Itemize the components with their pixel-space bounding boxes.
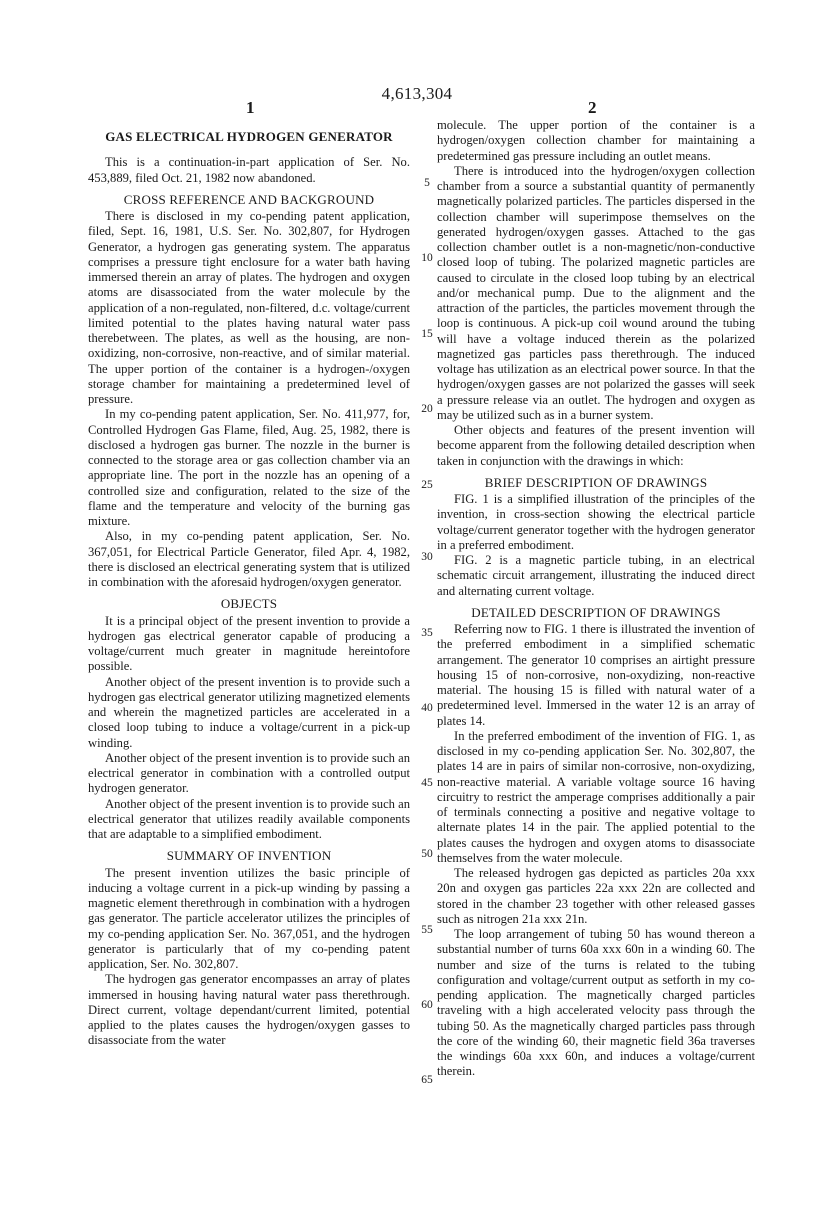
line-number: 20 (421, 403, 433, 415)
line-number: 45 (421, 777, 433, 789)
line-number: 55 (421, 924, 433, 936)
paragraph: Also, in my co-pending patent application, Ser. No. 367,051, for Electrical Particle Generator, filed Apr. 4, 1982, there is disclosed an electrical generating system that is utilized in combination with the aforesaid hydrogen/oxygen generator. (88, 529, 410, 589)
line-number: 25 (421, 479, 433, 491)
paragraph: In my co-pending patent application, Ser. No. 411,977, for, Controlled Hydrogen Gas Flame, filed, Aug. 25, 1982, there is disclosed a hydrogen gas burner. The nozzle in the burner is connected to the storage area or gas collection chamber via an appropriate line. The port in the nozzle has an opening of a controlled size and configuration, related to the size of the flame and the temperature and velocity of the burning gas mixture. (88, 407, 410, 528)
right-column (437, 118, 755, 1080)
line-number: 15 (421, 328, 433, 340)
paragraph: There is introduced into the hydrogen/oxygen collection chamber from a source a substantial quantity of permanently magnetically polarized particles. The particles dispersed in the collection chamber will superimpose themselves on the generated hydrogen/oxygen gasses. Attached to the gas collection chamber outlet is a non-magnetic/non-conductive closed loop of tubing. The polarized magnetic particles are caused to circulate in the closed loop tubing by an electrical and/or mechanical pump. Due to the alignment and the attraction of the particles, the particles movement through the loop is continuous. A pick-up coil wound around the tubing will have a voltage induced therein as the polarized magnetized gas particles pass therethrough. The induced voltage has utilization as an electrical power source. In that the hydrogen/oxygen gasses are not polarized the gasses will seek a pressure release via an outlet. The hydrogen and oxygen as may be utilized such as in a burner system. (437, 163, 755, 422)
section-heading-detailed-description: DETAILED DESCRIPTION OF DRAWINGS (471, 604, 721, 620)
line-number: 30 (421, 551, 433, 563)
line-number: 40 (421, 702, 433, 714)
paragraph: The present invention utilizes the basic principle of inducing a voltage current in a pick-up winding by passing a magnetic element therethrough in combination with a hydrogen gas generator. The particle accelerator utilizes the principles of my co-pending application Ser. No. 367,051, and the hydrogen generator is particularly that of my co-pending patent application, Ser. No. 302,807. (88, 865, 410, 971)
left-column (88, 118, 410, 1049)
column-number-right: 2 (588, 98, 597, 117)
line-number: 60 (421, 999, 433, 1011)
paragraph: This is a continuation-in-part application of Ser. No. 453,889, filed Oct. 21, 1982 now abandoned. (88, 155, 410, 185)
patent-number: 4,613,304 (381, 84, 453, 103)
paragraph: Other objects and features of the present invention will become apparent from the following detailed description when taken in conjunction with the drawings in which: (437, 423, 755, 468)
paragraph: There is disclosed in my co-pending patent application, filed, Sept. 16, 1981, U.S. Ser. No. 302,807, for Hydrogen Generator, a hydrogen gas generating system. The apparatus comprises a pressure tight enclosure for a water bath having immersed therein an array of plates. The hydrogen and oxygen atoms are disassociated from the water molecule by the application of a non-regulated, non-filtered, d.c. voltage/current limited potential to the plates having natural water pass therebetween. The plates, as well as the housing, are non-oxidizing, non-corrosive, non-reactive, and of similar material. The upper portion of the container is a hydrogen-/oxygen storage chamber for maintaining a predetermined level of pressure. (88, 209, 410, 406)
paragraph: The loop arrangement of tubing 50 has wound thereon a substantial number of turns 60a xxx 60n in a winding 60. The number and size of the turns is related to the tubing configuration and voltage/current output as setforth in my co-pending application. The magnetically charged particles traveling with a high accelerated velocity pass through the tubing 50. As the magnetically charged particles pass through the core of the winding 60, their magnetic field 36a traverses the windings 60a xxx 60n, and induces a voltage/current therein. (437, 927, 755, 1079)
paper-title: GAS ELECTRICAL HYDROGEN GENERATOR (105, 129, 393, 144)
section-heading-brief-description: BRIEF DESCRIPTION OF DRAWINGS (484, 474, 708, 490)
paragraph: In the preferred embodiment of the invention of FIG. 1, as disclosed in my co-pending application Ser. No. 302,807, the plates 14 are in pairs of similar non-corrosive, non-oxydizing, non-reactive material. A variable voltage source 16 having circuitry to restrict the amperage comprises additionally a pair of terminals connecting a positive and negative voltage to alternate plates 14 in the pair. The applied potential to the plates causes the hydrogen and oxygen atoms to disassociate themselves from the water molecule. (437, 728, 755, 865)
section-heading-cross-reference: CROSS REFERENCE AND BACKGROUND (123, 191, 375, 207)
paragraph: Another object of the present invention is to provide such a hydrogen gas electrical generator utilizing magnetized elements and wherein the magnetized particles are accelerated in a closed loop tubing to induce a voltage/current in a pick-up winding. (88, 674, 410, 750)
line-number: 65 (421, 1074, 433, 1086)
line-number: 35 (421, 627, 433, 639)
paragraph: Another object of the present invention is to provide such an electrical generator in combination with a controlled output hydrogen generator. (88, 750, 410, 796)
paragraph: FIG. 1 is a simplified illustration of the principles of the invention, in cross-section showing the electrical particle voltage/current generator together with the hydrogen generator in a preferred embodiment. (437, 492, 755, 552)
paragraph: It is a principal object of the present invention to provide a hydrogen gas electrical generator capable of producing a voltage/current much greater in magnitude hereintofore possible. (88, 613, 410, 674)
paragraph: Another object of the present invention is to provide such an electrical generator that utilizes readily available components that are adaptable to a simplified embodiment. (88, 796, 410, 841)
section-heading-summary: SUMMARY OF INVENTION (166, 848, 332, 864)
paragraph: The hydrogen gas generator encompasses an array of plates immersed in housing having natural water pass therethrough. Direct current, voltage dependant/current limited, potential applied to the plates causes the hydrogen/oxygen gasses to disassociate from the water (88, 972, 410, 1048)
line-number: 50 (421, 848, 433, 860)
paragraph: molecule. The upper portion of the container is a hydrogen/oxygen collection chamber for maintaining a predetermined gas pressure including an outlet means. (437, 118, 755, 163)
section-heading-objects: OBJECTS (220, 596, 278, 612)
paragraph: FIG. 2 is a magnetic particle tubing, in an electrical schematic circuit arrangement, illustrating the induced direct and alternating current voltage. (437, 553, 755, 598)
line-number: 5 (424, 177, 430, 189)
paragraph: Referring now to FIG. 1 there is illustrated the invention of the preferred embodiment in a simplified schematic arrangement. The generator 10 comprises an airtight pressure housing 15 of non-corrosive, non-oxydizing, non-reactive material. The housing 15 is filled with natural water of a predetermined level. Immersed in the water 12 is an array of plates 14. (437, 622, 755, 728)
paragraph: The released hydrogen gas depicted as particles 20a xxx 20n and oxygen gas particles 22a xxx 22n are collected and stored in the chamber 23 together with other released gasses such as nitrogen 21a xxx 21n. (437, 866, 755, 926)
line-number: 10 (421, 252, 433, 264)
column-number-left: 1 (246, 98, 255, 117)
